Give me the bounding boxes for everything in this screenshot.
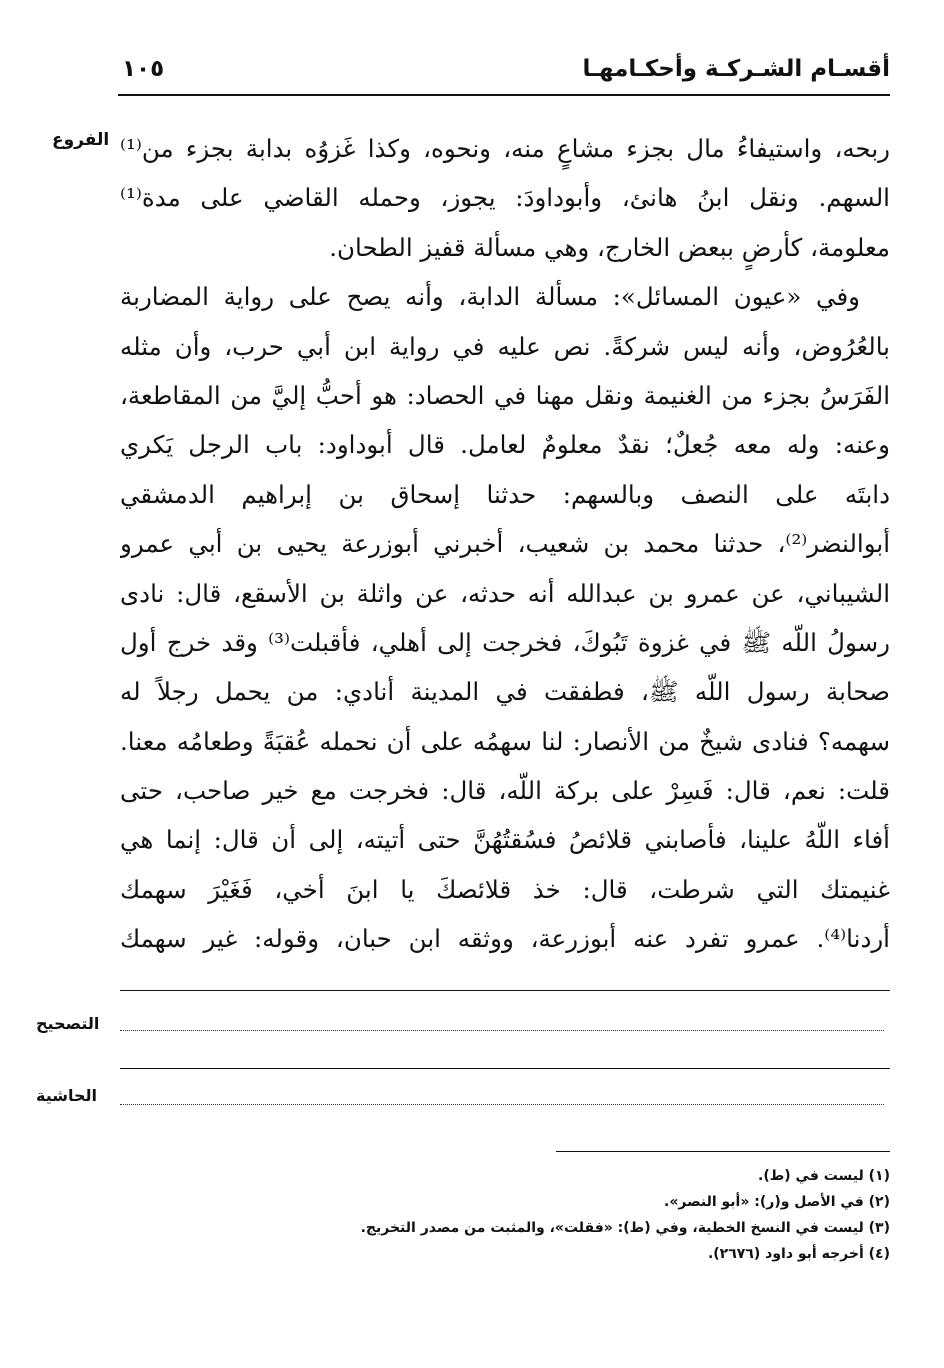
text-line: وعنه: وله معه جُعلٌ؛ نقدٌ معلومٌ لعامل. قال أبوداود: باب الرجل يَكري	[120, 430, 890, 460]
text-line: أبوالنضر⁽²⁾، حدثنا محمد بن شعيب، أخبرني أبوزرعة يحيى بن أبي عمرو	[120, 529, 890, 559]
text-line: الفَرَسُ بجزء من الغنيمة ونقل مهنا في الحصاد: هو أحبُّ إليَّ من المقاطعة،	[120, 380, 890, 410]
text-line: معلومة، كأرضٍ ببعض الخارج، وهي مسألة قفيز الطحان.	[329, 232, 890, 262]
gloss-label: الحاشية	[36, 1086, 97, 1105]
correction-label: التصحيح	[36, 1014, 100, 1033]
correction-dotted-line[interactable]	[120, 1030, 884, 1031]
text-line: صحابة رسول اللّه ﷺ، فطفقت في المدينة أنادي: من يحمل رجلاً له	[120, 677, 890, 707]
chapter-title: أقسـام الشـركـة وأحكـامهـا	[582, 56, 890, 82]
running-header	[118, 56, 890, 90]
text-line: بالعُرُوض، وأنه ليس شركةً. نص عليه في رواية ابن أبي حرب، وأن مثله	[120, 331, 890, 361]
margin-note: الفروع	[52, 130, 110, 150]
text-line: أردنا⁽⁴⁾. عمرو تفرد عنه أبوزرعة، ووثقه ابن حبان، وقوله: غير سهمك	[120, 924, 890, 954]
page-number: ١٠٥	[122, 56, 165, 82]
text-line: السهم. ونقل ابنُ هانئ، وأبوداودَ: يجوز، وحمله القاضي على مدة⁽¹⁾	[120, 183, 890, 213]
text-line: غنيمتك التي شرطت، قال: خذ قلائصكَ يا ابنَ أخي، فَغَيْرَ سهمك	[120, 874, 890, 904]
text-line: الشيباني، عن عمرو بن عبدالله أنه حدثه، عن واثلة بن الأسقع، قال: نادى	[120, 578, 890, 608]
header-rule	[118, 94, 890, 96]
text-line: دابتَه على النصف وبالسهم: حدثنا إسحاق بن إبراهيم الدمشقي	[120, 479, 890, 509]
box-rule-top	[120, 990, 890, 991]
text-line: أفاء اللّهُ علينا، فأصابني قلائصُ فسُقتُهُنَّ حتى أتيته، إلى أن قال: إنما هي	[120, 825, 890, 855]
footnote-rule	[556, 1151, 890, 1152]
main-text	[120, 124, 890, 964]
footnote: (١) ليست في (ط).	[758, 1168, 890, 1184]
text-line: ربحه، واستيفاءُ مال بجزء مشاعٍ منه، ونحوه، وكذا غَزوُه بدابة بجزء من⁽¹⁾	[120, 134, 890, 163]
box-rule-middle	[120, 1068, 890, 1069]
gloss-dotted-line[interactable]	[120, 1104, 884, 1105]
text-line: قلت: نعم، قال: فَسِرْ على بركة اللّه، قال: فخرجت مع خير صاحب، حتى	[120, 776, 890, 806]
footnote: (٢) في الأصل و(ر): «أبو النصر».	[664, 1194, 890, 1210]
footnote: (٤) أخرجه أبو داود (٢٦٧٦).	[707, 1246, 890, 1262]
text-line: سهمه؟ فنادى شيخٌ من الأنصار: لنا سهمُه على أن نحمله عُقبَةً وطعامُه معنا.	[120, 726, 890, 756]
text-line: رسولُ اللّه ﷺ في غزوة تَبُوكَ، فخرجت إلى أهلي، فأقبلت⁽³⁾ وقد خرج أول	[120, 627, 890, 657]
footnotes	[120, 1163, 890, 1267]
footnote: (٣) ليست في النسخ الخطية، وفي (ط): «فقلت»، والمثبت من مصدر التخريج.	[360, 1220, 890, 1236]
text-line: وفي «عيون المسائل»: مسألة الدابة، وأنه يصح على رواية المضاربة	[120, 282, 860, 312]
